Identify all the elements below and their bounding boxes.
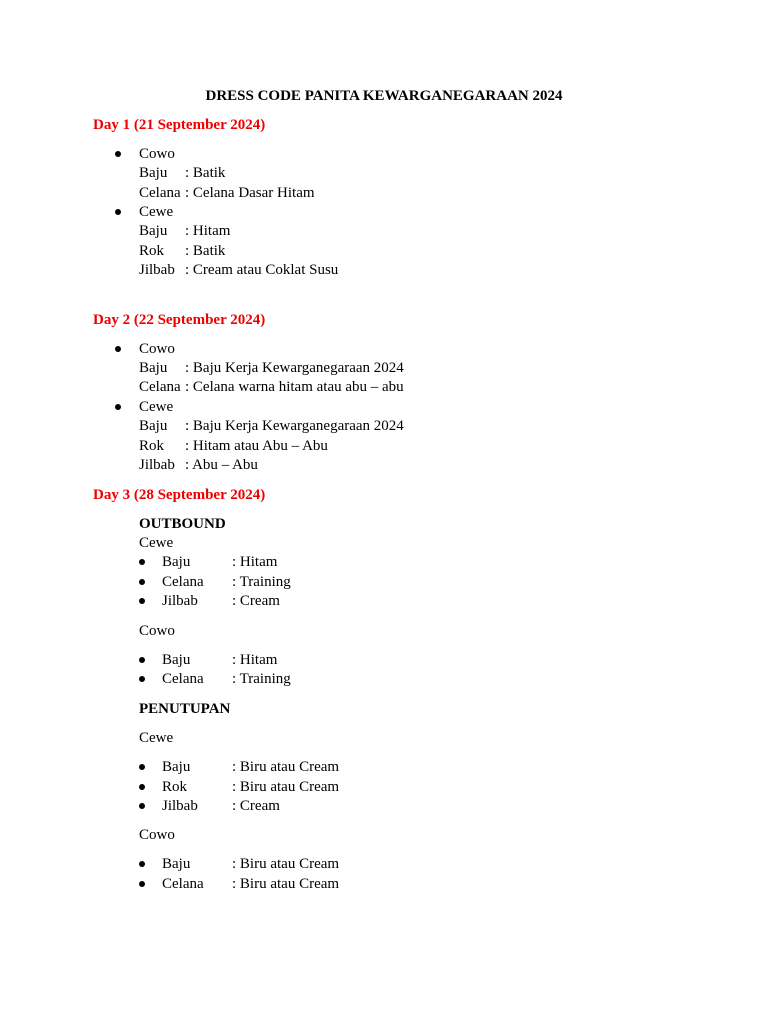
row-key: Rok	[139, 243, 165, 259]
penutupan-cowo-row	[162, 855, 339, 874]
day2-cowo-row	[139, 378, 404, 397]
row-value: : Batik	[185, 165, 226, 181]
row-key: Baju	[162, 759, 191, 775]
row-value: : Training	[232, 574, 291, 590]
row-value: : Hitam atau Abu – Abu	[185, 438, 328, 454]
bullet-icon	[139, 881, 145, 887]
penutupan-cewe-row	[162, 778, 339, 797]
bullet-icon	[139, 598, 145, 604]
outbound-cowo-row	[162, 651, 277, 670]
row-value: : Baju Kerja Kewarganegaraan 2024	[185, 418, 404, 434]
row-key: Rok	[139, 438, 165, 454]
row-key: Jilbab	[162, 593, 198, 609]
row-value: : Cream	[232, 593, 280, 609]
row-value: : Hitam	[232, 652, 278, 668]
outbound-cewe-row	[162, 573, 291, 592]
day2-cewe-row	[139, 417, 404, 436]
row-value: : Hitam	[232, 554, 278, 570]
day2-cowo-row	[139, 359, 404, 378]
outbound-cewe-row	[162, 592, 280, 611]
day2-cewe-label: Cewe	[139, 399, 174, 415]
row-value: : Celana Dasar Hitam	[185, 185, 315, 201]
row-key: Jilbab	[162, 798, 198, 814]
penutupan-heading: PENUTUPAN	[139, 701, 231, 717]
day2-cowo-label: Cowo	[139, 341, 175, 357]
row-value: : Celana warna hitam atau abu – abu	[185, 379, 404, 395]
row-key: Baju	[162, 652, 191, 668]
row-value: : Biru atau Cream	[232, 779, 340, 795]
row-key: Jilbab	[139, 262, 175, 278]
bullet-icon	[115, 209, 121, 215]
penutupan-cewe-row	[162, 758, 339, 777]
row-key: Baju	[162, 554, 191, 570]
row-value: : Batik	[185, 243, 226, 259]
penutupan-cowo-row	[162, 875, 339, 894]
penutupan-cewe-label: Cewe	[139, 730, 174, 746]
penutupan-cewe-row	[162, 797, 280, 816]
day2-cewe-row	[139, 437, 328, 456]
row-key: Celana	[162, 671, 204, 687]
day3-heading: Day 3 (28 September 2024)	[93, 487, 266, 503]
bullet-icon	[139, 676, 145, 682]
row-key: Baju	[139, 223, 168, 239]
row-key: Celana	[162, 876, 204, 892]
row-key: Jilbab	[139, 457, 175, 473]
day2-heading: Day 2 (22 September 2024)	[93, 312, 266, 328]
row-key: Celana	[162, 574, 204, 590]
day1-cewe-row	[139, 261, 338, 280]
day1-cewe-row	[139, 242, 225, 261]
bullet-icon	[139, 657, 145, 663]
outbound-cowo-row	[162, 670, 291, 689]
row-key: Baju	[162, 856, 191, 872]
outbound-cewe-label: Cewe	[139, 535, 174, 551]
row-value: : Abu – Abu	[185, 457, 258, 473]
penutupan-cowo-label: Cowo	[139, 827, 175, 843]
outbound-cowo-label: Cowo	[139, 623, 175, 639]
day1-cewe-row	[139, 222, 230, 241]
row-value: : Biru atau Cream	[232, 876, 340, 892]
day1-cowo-label: Cowo	[139, 146, 175, 162]
day1-cowo-row	[139, 184, 315, 203]
row-value: : Cream	[232, 798, 280, 814]
row-value: : Training	[232, 671, 291, 687]
outbound-heading: OUTBOUND	[139, 516, 226, 532]
bullet-icon	[139, 803, 145, 809]
row-value: : Biru atau Cream	[232, 856, 340, 872]
outbound-cewe-row	[162, 553, 277, 572]
row-value: : Biru atau Cream	[232, 759, 340, 775]
row-key: Baju	[139, 165, 168, 181]
document-title: DRESS CODE PANITA KEWARGANEGARAAN 2024	[205, 88, 563, 104]
row-key: Celana	[139, 379, 181, 395]
row-key: Celana	[139, 185, 181, 201]
row-value: : Hitam	[185, 223, 231, 239]
row-key: Baju	[139, 418, 168, 434]
row-key: Baju	[139, 360, 168, 376]
bullet-icon	[115, 346, 121, 352]
bullet-icon	[139, 861, 145, 867]
bullet-icon	[139, 764, 145, 770]
row-value: : Cream atau Coklat Susu	[185, 262, 339, 278]
bullet-icon	[115, 151, 121, 157]
day1-heading: Day 1 (21 September 2024)	[93, 117, 266, 133]
day2-cewe-row	[139, 456, 258, 475]
day1-cowo-row	[139, 164, 225, 183]
day1-cewe-label: Cewe	[139, 204, 174, 220]
bullet-icon	[139, 784, 145, 790]
row-key: Rok	[162, 779, 188, 795]
bullet-icon	[115, 404, 121, 410]
bullet-icon	[139, 559, 145, 565]
row-value: : Baju Kerja Kewarganegaraan 2024	[185, 360, 404, 376]
bullet-icon	[139, 579, 145, 585]
